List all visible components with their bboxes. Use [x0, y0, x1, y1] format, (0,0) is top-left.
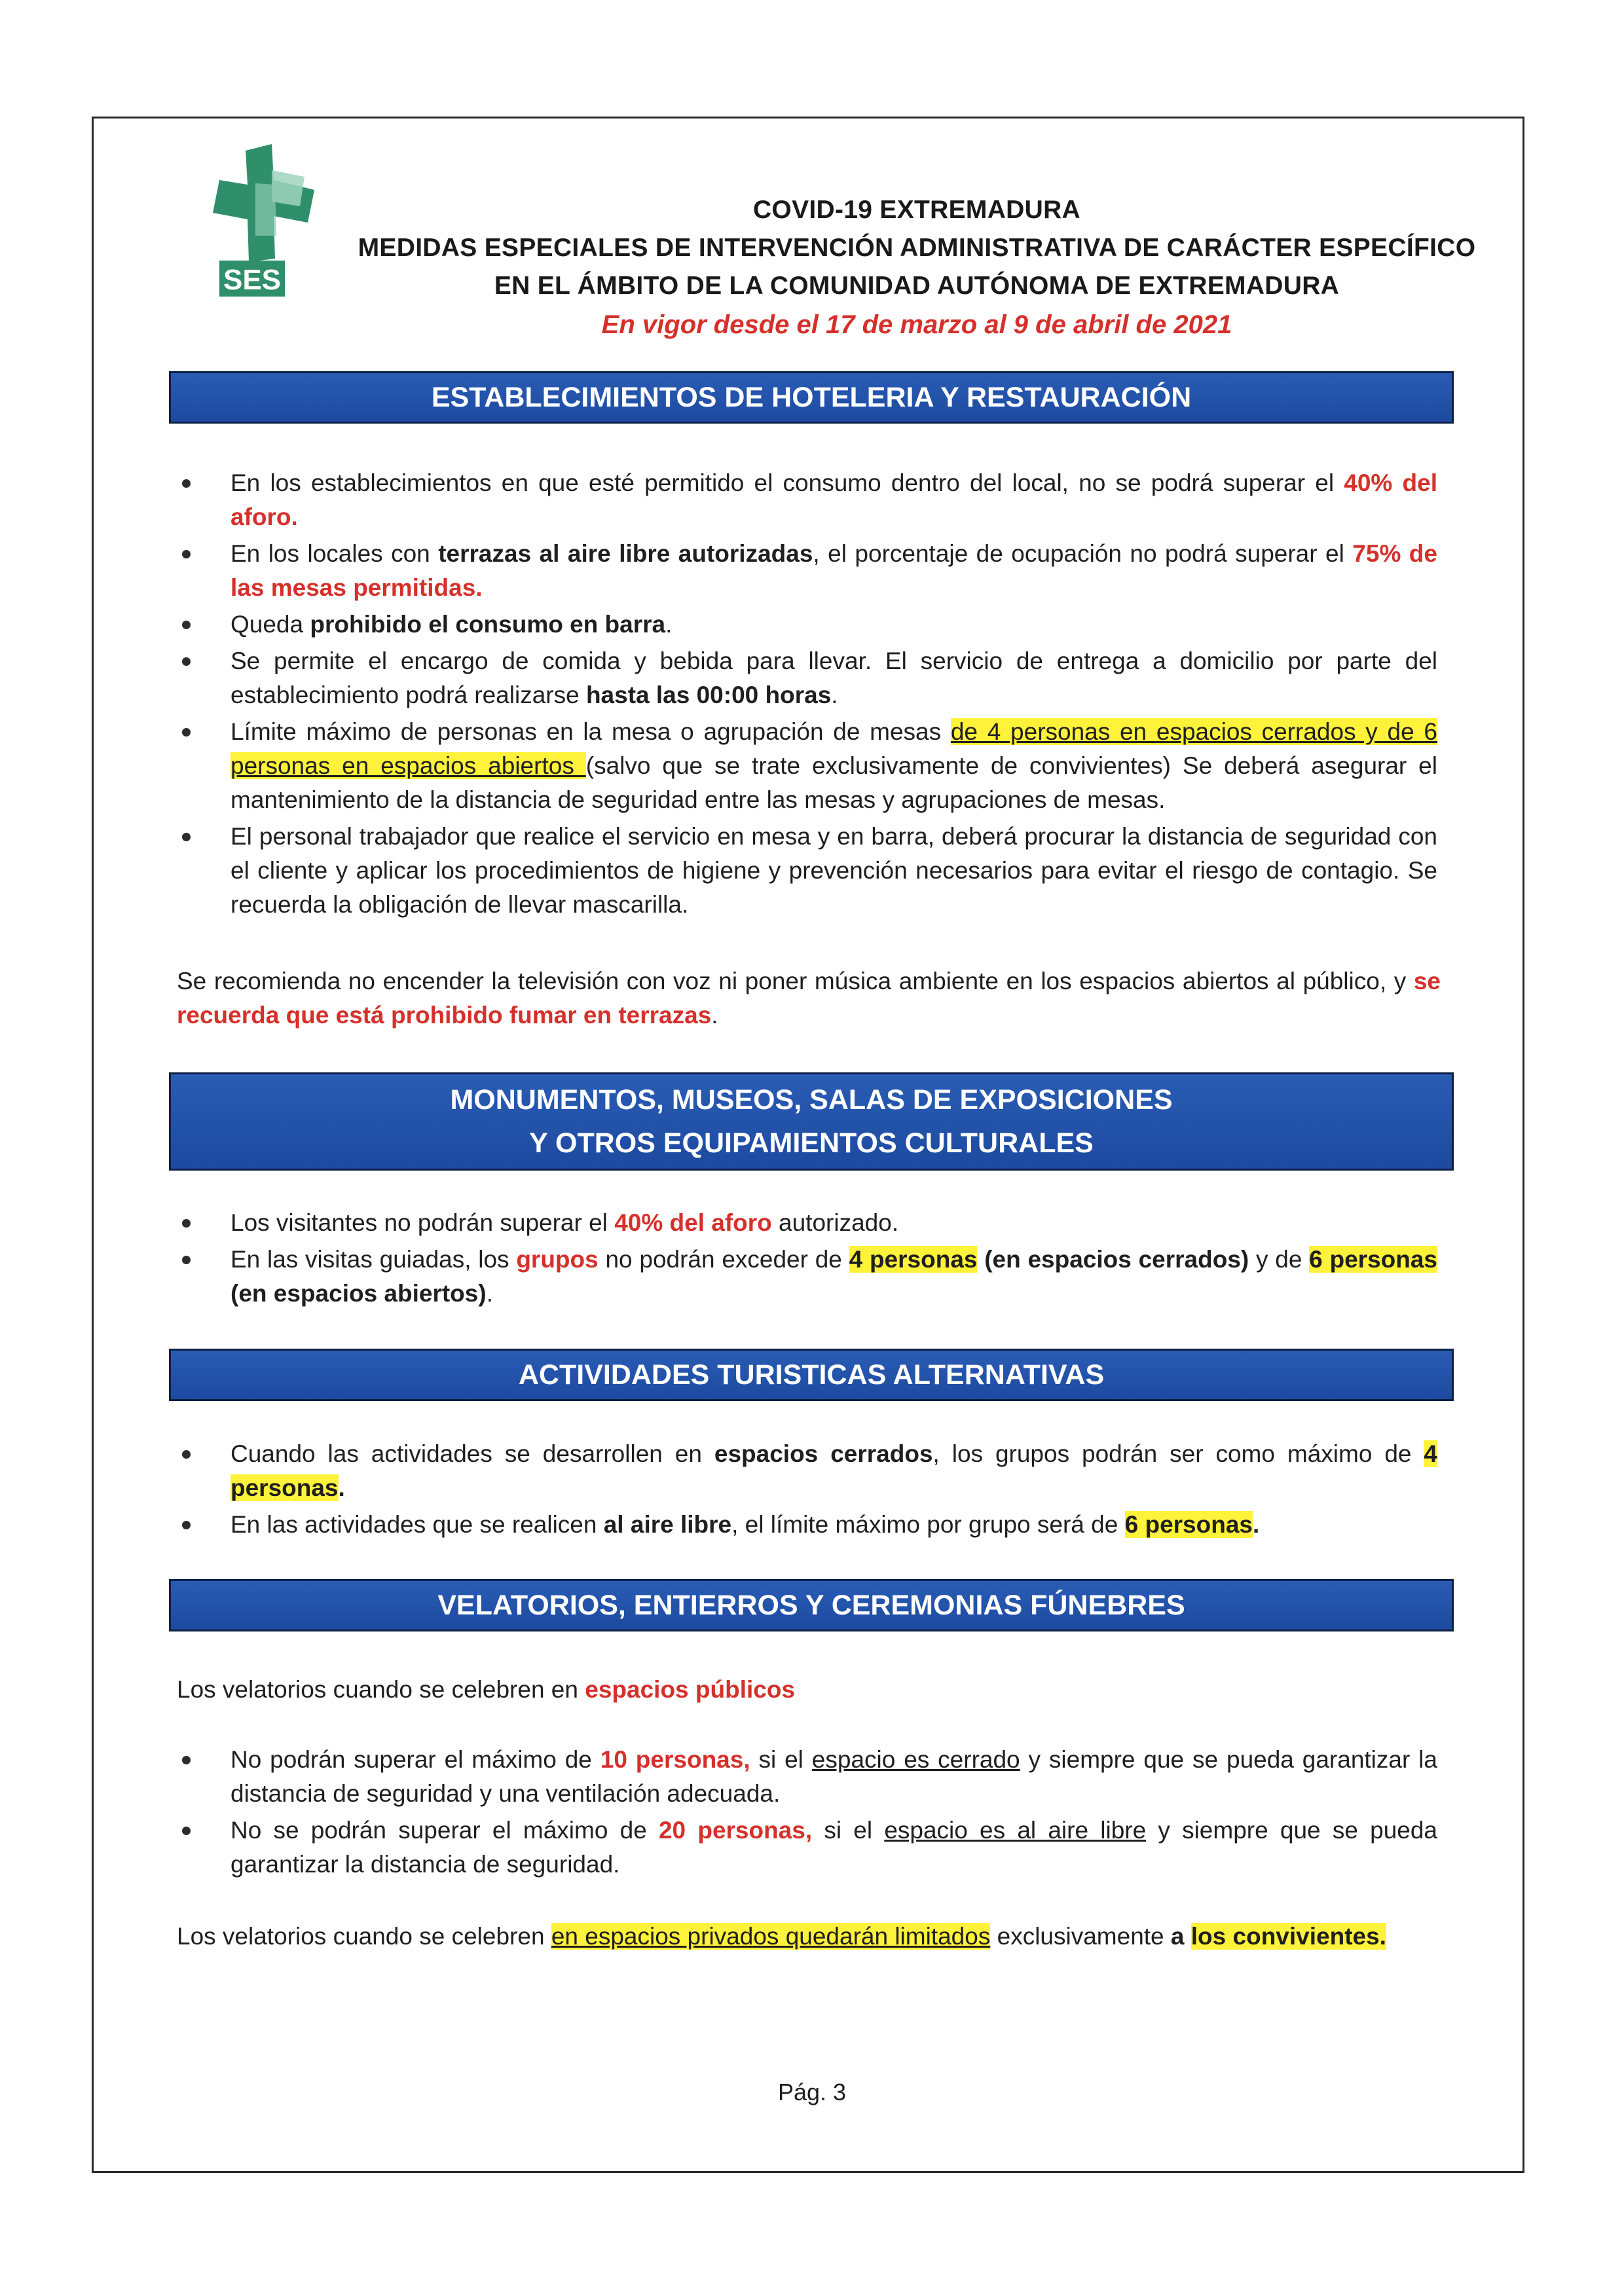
- section-title: ACTIVIDADES TURISTICAS ALTERNATIVAS: [518, 1359, 1105, 1391]
- highlight: 4 personas: [231, 1440, 1437, 1501]
- section-title: ESTABLECIMIENTOS DE HOTELERIA Y RESTAURACIÓN: [431, 382, 1192, 413]
- highlight: 4 personas: [849, 1246, 978, 1273]
- velatorios-closing: Los velatorios cuando se celebren en espacios privados quedarán limitados exclusivamente a los convivientes.: [177, 1923, 1386, 1950]
- hosteleria-note: Se recomienda no encender la televisión con voz ni poner música ambiente en los espacios abiertos al público, y se recuerda que está prohibido fumar en terrazas.: [177, 968, 1441, 1029]
- section-hosteleria-banner: [169, 371, 1454, 424]
- validity-dates: En vigor desde el 17 de marzo al 9 de abril de 2021: [601, 310, 1232, 339]
- section-title: VELATORIOS, ENTIERROS Y CEREMONIAS FÚNEBRES: [437, 1590, 1185, 1621]
- list-item: El personal trabajador que realice el servicio en mesa y en barra, deberá procurar la distancia de seguridad con el cliente y aplicar los procedimientos de higiene y prevención necesarios para evitar el riesgo de contagio. Se recuerda la obligación de llevar mascarilla.: [177, 820, 1437, 922]
- section-title-line-2: Y OTROS EQUIPAMIENTOS CULTURALES: [529, 1127, 1094, 1159]
- logo-text: SES: [223, 264, 282, 296]
- list-item: En las visitas guiadas, los grupos no podrán exceder de 4 personas (en espacios cerrados) y de 6 personas (en espacios abiertos).: [177, 1243, 1437, 1311]
- highlight: 6 personas: [1309, 1246, 1437, 1273]
- turismo-list: [177, 1437, 1437, 1544]
- list-item: En los locales con terrazas al aire libre autorizadas, el porcentaje de ocupación no podrá superar el 75% de las mesas permitidas.: [177, 537, 1437, 605]
- cultura-list: [177, 1206, 1437, 1313]
- list-item: En los establecimientos en que esté permitido el consumo dentro del local, no se podrá superar el 40% del aforo.: [177, 466, 1437, 534]
- list-item: Queda prohibido el consumo en barra.: [177, 608, 1437, 642]
- list-item: Límite máximo de personas en la mesa o agrupación de mesas de 4 personas en espacios cerrados y de 6 personas en espacios abiertos (salvo que se trate exclusivamente de convivientes) Se deberá asegurar el mantenimiento de la distancia de seguridad entre las mesas y agrupaciones de mesas.: [177, 715, 1437, 817]
- list-item: Los visitantes no podrán superar el 40% del aforo autorizado.: [177, 1206, 1437, 1240]
- section-turismo-banner: [169, 1349, 1454, 1401]
- ses-cross-logo-icon: [210, 144, 321, 304]
- section-velatorios-banner: [169, 1579, 1454, 1631]
- hosteleria-list: [177, 466, 1437, 924]
- highlight: de 4 personas en espacios cerrados y de 6 personas en espacios abiertos: [231, 718, 1437, 779]
- section-cultura-banner: [169, 1072, 1454, 1171]
- velatorios-list: [177, 1743, 1437, 1884]
- document-header: [341, 191, 1493, 344]
- list-item: Cuando las actividades se desarrollen en espacios cerrados, los grupos podrán ser como máximo de 4 personas.: [177, 1437, 1437, 1505]
- header-line-1: COVID-19 EXTREMADURA: [752, 196, 1081, 224]
- header-line-2: MEDIDAS ESPECIALES DE INTERVENCIÓN ADMINISTRATIVA DE CARÁCTER ESPECÍFICO: [358, 234, 1476, 262]
- list-item: No se podrán superar el máximo de 20 personas, si el espacio es al aire libre y siempre que se pueda garantizar la distancia de seguridad.: [177, 1813, 1437, 1882]
- highlight: en espacios privados quedarán limitados: [551, 1923, 991, 1950]
- highlight: 6 personas: [1124, 1511, 1253, 1538]
- section-title-line-1: MONUMENTOS, MUSEOS, SALAS DE EXPOSICIONES: [450, 1084, 1173, 1116]
- list-item: Se permite el encargo de comida y bebida para llevar. El servicio de entrega a domicilio por parte del establecimiento podrá realizarse hasta las 00:00 horas.: [177, 644, 1437, 712]
- list-item: No podrán superar el máximo de 10 personas, si el espacio es cerrado y siempre que se pueda garantizar la distancia de seguridad y una ventilación adecuada.: [177, 1743, 1437, 1811]
- page-number: Pág. 3: [777, 2079, 847, 2105]
- velatorios-intro: Los velatorios cuando se celebren en espacios públicos: [177, 1676, 796, 1703]
- highlight: los convivientes.: [1190, 1923, 1386, 1950]
- header-line-3: EN EL ÁMBITO DE LA COMUNIDAD AUTÓNOMA DE EXTREMADURA: [494, 272, 1340, 300]
- ses-logo: [210, 144, 321, 304]
- list-item: En las actividades que se realicen al aire libre, el límite máximo por grupo será de 6 personas.: [177, 1508, 1437, 1542]
